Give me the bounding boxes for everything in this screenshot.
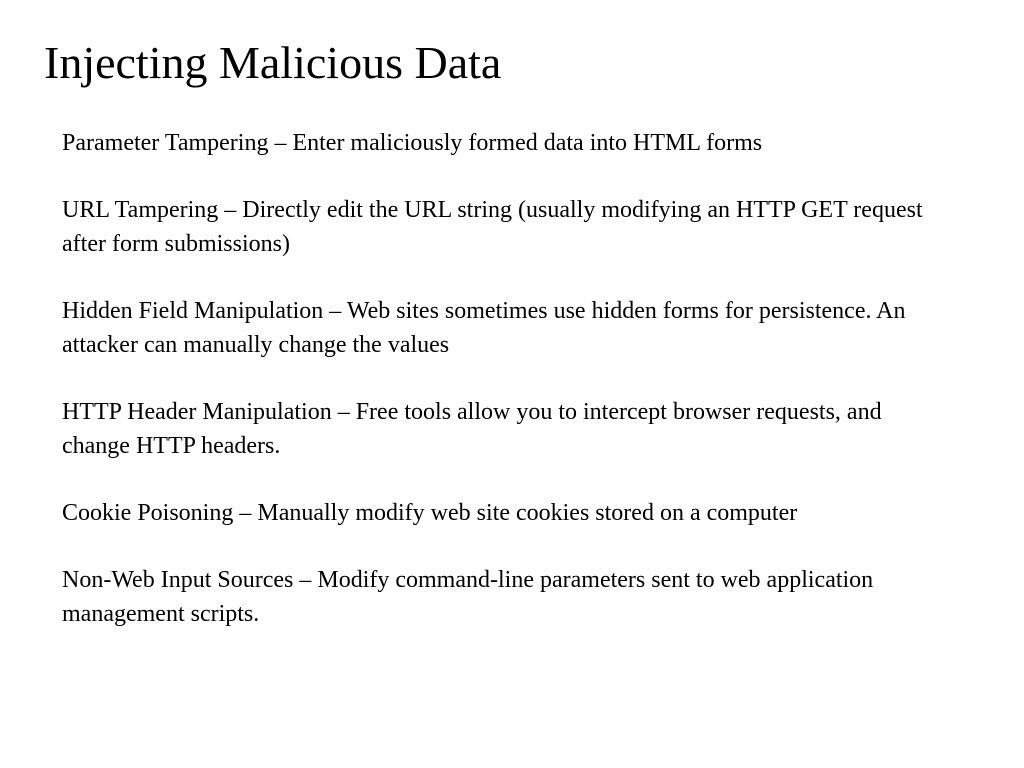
slide-body bbox=[62, 126, 942, 631]
item-cookie-poisoning: Cookie Poisoning – Manually modify web site cookies stored on a computer bbox=[62, 500, 798, 526]
slide-title: Injecting Malicious Data bbox=[44, 37, 502, 88]
item-url-tampering: URL Tampering – Directly edit the URL string (usually modifying an HTTP GET request after form submissions) bbox=[62, 197, 923, 257]
item-non-web-input-sources: Non-Web Input Sources – Modify command-line parameters sent to web application management scripts. bbox=[62, 567, 874, 627]
item-http-header-manipulation: HTTP Header Manipulation – Free tools allow you to intercept browser requests, and change HTTP headers. bbox=[62, 399, 882, 459]
item-parameter-tampering: Parameter Tampering – Enter maliciously formed data into HTML forms bbox=[62, 130, 763, 156]
item-hidden-field-manipulation: Hidden Field Manipulation – Web sites sometimes use hidden forms for persistence. An attacker can manually change the values bbox=[62, 298, 906, 358]
